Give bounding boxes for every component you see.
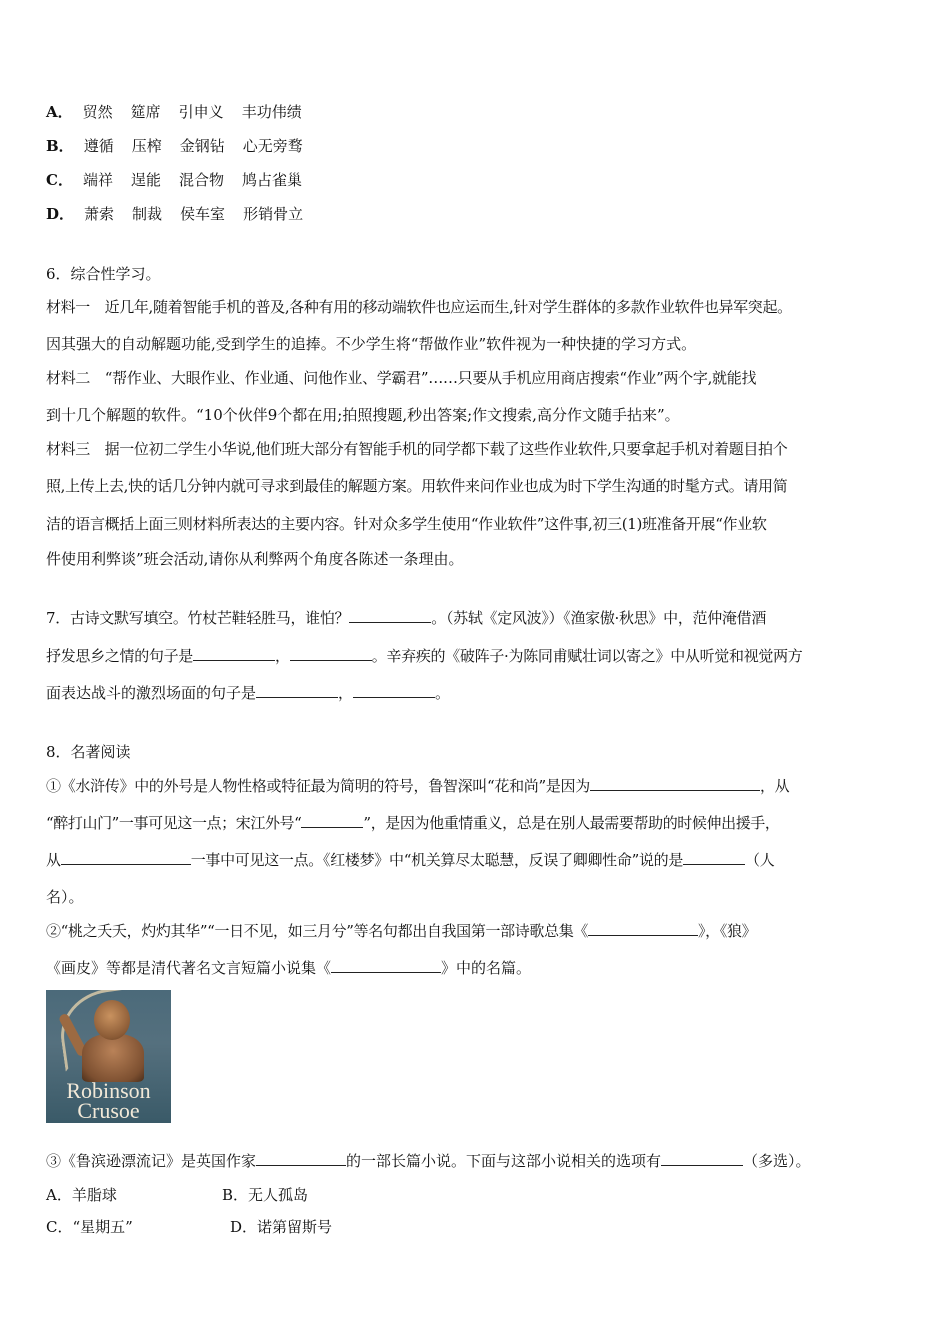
q7-line-3 [46, 682, 450, 704]
q8-text: 》中的名篇。 [441, 959, 532, 977]
q8-line [46, 849, 774, 871]
answer-blank[interactable] [588, 921, 698, 936]
q6-line: 材料三 据一位初二学生小华说,他们班大部分有智能手机的同学都下载了这些作业软件,只要拿起手机对着题目拍个 [46, 440, 788, 458]
answer-blank[interactable] [590, 776, 760, 791]
q6-line: 材料一 近几年,随着智能手机的普及,各种有用的移动端软件也应运而生,针对学生群体的多款作业软件也异军突起。 [46, 298, 792, 316]
q7-text: 。辛弃疾的《破阵子·为陈同甫赋壮词以寄之》中从听觉和视觉两方 [371, 647, 803, 665]
q8-text: ②“桃之夭夭，灼灼其华”“一日不见，如三月兮”等名句都出自我国第一部诗歌总集《 [46, 922, 589, 940]
q5-option-d [46, 203, 321, 225]
answer-blank[interactable] [683, 850, 745, 865]
q6-line: 件使用利弊谈”班会活动,请你从利弊两个角度各陈述一条理由。 [46, 550, 464, 568]
q8-title: 8．名著阅读 [46, 743, 131, 761]
answer-blank[interactable] [193, 646, 275, 661]
q8-line [46, 920, 756, 942]
option-letter: A． [46, 103, 73, 121]
q8-option-b: B．无人孤岛 [222, 1186, 309, 1204]
q7-text: 。（苏轼《定风波》）《渔家傲·秋思》中，范仲淹借酒 [431, 609, 767, 627]
word: 丰功伟绩 [241, 103, 302, 121]
word: 金钢钻 [179, 137, 225, 155]
robinson-crusoe-cover-image [46, 990, 171, 1123]
q6-title: 6．综合性学习。 [46, 265, 161, 283]
q6-line: 因其强大的自动解题功能,受到学生的追捧。不少学生将“帮做作业”软件视为一种快捷的学习方式。 [46, 335, 697, 353]
q8-text: 一事中可见这一点。《红楼梦》中“机关算尽太聪慧，反误了卿卿性命”说的是 [190, 851, 684, 869]
q8-text: 《画皮》等都是清代著名文言短篇小说集《 [46, 959, 332, 977]
answer-blank[interactable] [256, 1151, 346, 1166]
q8-text: ，从 [759, 777, 790, 795]
word: 筵席 [130, 103, 161, 121]
q8-text: （人 [745, 851, 775, 869]
q8-line [46, 812, 780, 834]
q8-option-a: A．羊脂球 [46, 1186, 117, 1204]
word: 侯车室 [180, 205, 226, 223]
q8-text: 从 [46, 851, 61, 869]
q7-line-2 [46, 645, 803, 667]
word: 心无旁骛 [242, 137, 303, 155]
q8-text: 》，《狼》 [698, 922, 757, 940]
q7-text: 7．古诗文默写填空。竹杖芒鞋轻胜马，谁怕？ [46, 609, 350, 627]
cover-figure-head [94, 1000, 130, 1040]
cover-title-line-2: Crusoe [77, 1098, 140, 1123]
word: 贸然 [82, 103, 113, 121]
q8-text: “醉打山门”一事可见这一点；宋江外号“ [46, 814, 302, 832]
q7-text: ， [338, 684, 354, 702]
answer-blank[interactable] [290, 646, 372, 661]
word: 制裁 [132, 205, 163, 223]
word: 压榨 [131, 137, 162, 155]
q8-line [46, 1150, 811, 1172]
q5-option-b [46, 135, 321, 157]
q7-text: 抒发思乡之情的句子是 [46, 647, 194, 665]
q6-line: 照,上传上去,快的话几分钟内就可寻求到最佳的解题方案。用软件来问作业也成为时下学生沟通的时髦方式。请用简 [46, 477, 788, 495]
q5-option-c [46, 169, 320, 191]
cover-title-line-1: Robinson [66, 1078, 151, 1103]
q6-line: 到十几个解题的软件。“10个伙伴9个都在用;拍照搜题,秒出答案;作文搜索,高分作文随手拈来”。 [46, 406, 680, 424]
q8-text: ①《水浒传》中的外号是人物性格或特征最为简明的符号，鲁智深叫“花和尚”是因为 [46, 777, 590, 795]
q8-option-c: C．“星期五” [46, 1218, 133, 1236]
answer-blank[interactable] [61, 850, 191, 865]
answer-blank[interactable] [256, 683, 338, 698]
option-letter: B． [46, 137, 74, 155]
word: 逞能 [130, 171, 161, 189]
option-letter: C． [46, 171, 73, 189]
answer-blank[interactable] [349, 608, 431, 623]
answer-blank[interactable] [331, 958, 441, 973]
answer-blank[interactable] [353, 683, 435, 698]
word: 萧索 [84, 205, 115, 223]
q8-line: 名）。 [46, 888, 84, 906]
q8-line [46, 957, 531, 979]
q8-option-d: D．诺第留斯号 [230, 1218, 333, 1236]
cover-figure-body [82, 1034, 144, 1082]
q8-line [46, 775, 789, 797]
word: 遵循 [83, 137, 114, 155]
q7-text: 面表达战斗的激烈场面的句子是 [46, 684, 257, 702]
word: 引申义 [178, 103, 224, 121]
word: 端祥 [82, 171, 113, 189]
q7-text: ， [275, 647, 290, 665]
word: 鸠占雀巢 [242, 171, 303, 189]
q8-text: ”，是因为他重情重义，总是在别人最需要帮助的时候伸出援手， [363, 814, 780, 832]
q6-line: 材料二 “帮作业、大眼作业、作业通、问他作业、学霸君”……只要从手机应用商店搜索“作业”两个字,就能找 [46, 369, 757, 387]
word: 形销骨立 [243, 205, 304, 223]
word: 混合物 [178, 171, 224, 189]
answer-blank[interactable] [301, 813, 363, 828]
q5-option-a [46, 101, 320, 123]
q7-text: 。 [435, 684, 451, 702]
answer-blank[interactable] [661, 1151, 743, 1166]
q8-text: （多选）。 [743, 1152, 811, 1170]
q6-line: 洁的语言概括上面三则材料所表达的主要内容。针对众多学生使用“作业软件”这件事,初三(1)班准备开展“作业软 [46, 515, 767, 533]
option-letter: D． [46, 205, 75, 223]
q8-text: ③《鲁滨逊漂流记》是英国作家 [46, 1152, 257, 1170]
q8-text: 的一部长篇小说。下面与这部小说相关的选项有 [346, 1152, 662, 1170]
q7-line-1 [46, 607, 766, 629]
